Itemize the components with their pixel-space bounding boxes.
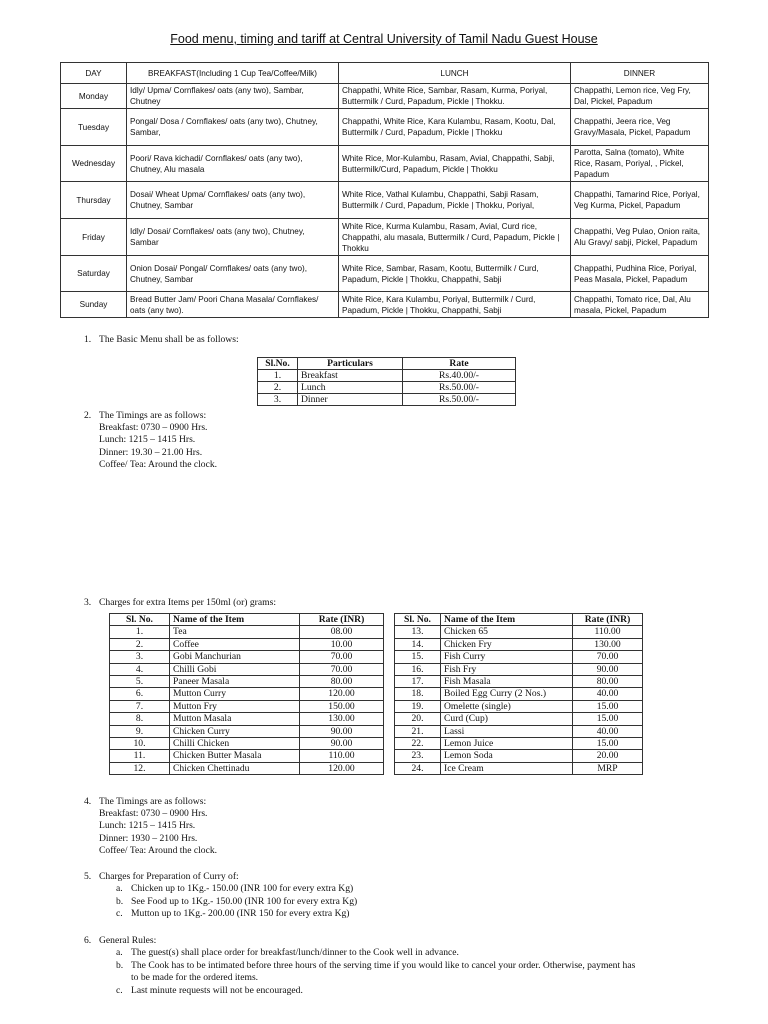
rate-cell: 15.00 (573, 700, 643, 712)
item-name-cell: Tea (170, 626, 300, 638)
breakfast-cell: Pongal/ Dosa / Cornflakes/ oats (any two), Chutney, Sambar, (127, 109, 339, 146)
list-item-label: c. (116, 908, 123, 919)
timing-lunch: Lunch: 1215 – 1415 Hrs. (99, 820, 196, 832)
rate-cell: 130.00 (300, 713, 384, 725)
list-item-label: a. (116, 883, 123, 894)
rate-cell: 70.00 (300, 663, 384, 675)
item-name-cell: Chicken Butter Masala (170, 750, 300, 762)
table-row (395, 638, 643, 650)
sl-no-cell: 3. (110, 651, 170, 663)
sl-no-cell: 5. (110, 676, 170, 688)
extra-items-table-left (109, 613, 384, 775)
menu-header-row (61, 63, 709, 84)
sl-no-cell: 17. (395, 676, 441, 688)
header-particulars: Particulars (298, 358, 403, 370)
menu-row-sunday (61, 292, 709, 318)
lunch-cell: Chappathi, White Rice, Sambar, Rasam, Kurma, Poriyal, Buttermilk / Curd, Papadum, Pickle | Thokku. (339, 84, 571, 109)
table-row (110, 688, 384, 700)
page-title: Food menu, timing and tariff at Central University of Tamil Nadu Guest House (170, 32, 598, 46)
weekly-menu-table (60, 62, 709, 318)
rate-cell: 120.00 (300, 688, 384, 700)
sl-no-cell: 2. (110, 638, 170, 650)
sl-no-cell: 7. (110, 700, 170, 712)
table-row (258, 394, 516, 406)
table-row (258, 382, 516, 394)
lunch-cell: White Rice, Mor-Kulambu, Rasam, Avial, Chappathi, Sabji, Buttermilk/Curd, Papadum, Pickle | Thokku (339, 146, 571, 182)
rate-cell: 90.00 (300, 738, 384, 750)
sl-no-cell: 16. (395, 663, 441, 675)
table-row (395, 663, 643, 675)
section-heading: The Timings are as follows: (99, 796, 207, 807)
lunch-cell: White Rice, Sambar, Rasam, Kootu, Buttermilk / Curd, Papadum, Pickle | Thokku, Chappathi, Sabji (339, 256, 571, 292)
item-name-cell: Chicken 65 (441, 626, 573, 638)
rate-cell: 08.00 (300, 626, 384, 638)
rate-cell: 20.00 (573, 750, 643, 762)
sl-no-cell: 2. (258, 382, 298, 394)
section-heading: The Timings are as follows: (99, 410, 207, 421)
table-row (110, 750, 384, 762)
rate-cell: Rs.50.00/- (403, 382, 516, 394)
table-row (110, 738, 384, 750)
table-row (395, 750, 643, 762)
header-dinner: DINNER (571, 63, 709, 84)
item-name-cell: Chicken Curry (170, 725, 300, 737)
sl-no-cell: 13. (395, 626, 441, 638)
sl-no-cell: 21. (395, 725, 441, 737)
menu-row-friday (61, 219, 709, 256)
section-heading: Charges for extra Items per 150ml (or) grams: (99, 597, 276, 608)
menu-row-tuesday (61, 109, 709, 146)
sl-no-cell: 4. (110, 663, 170, 675)
particulars-cell: Dinner (298, 394, 403, 406)
list-item-label: c. (116, 985, 123, 996)
lunch-cell: Chappathi, White Rice, Kara Kulambu, Rasam, Kootu, Dal, Buttermilk / Curd, Papadum, Pickle | Thokku (339, 109, 571, 146)
header-lunch: LUNCH (339, 63, 571, 84)
day-cell: Tuesday (61, 109, 127, 146)
item-name-cell: Chilli Gobi (170, 663, 300, 675)
section-number: 4. (84, 796, 92, 807)
item-name-cell: Mutton Fry (170, 700, 300, 712)
menu-row-monday (61, 84, 709, 109)
section-number: 2. (84, 410, 92, 421)
rate-cell: 110.00 (300, 750, 384, 762)
sl-no-cell: 18. (395, 688, 441, 700)
sl-no-cell: 19. (395, 700, 441, 712)
item-name-cell: Boiled Egg Curry (2 Nos.) (441, 688, 573, 700)
header-breakfast: BREAKFAST(Including 1 Cup Tea/Coffee/Milk) (127, 63, 339, 84)
timing-dinner: Dinner: 19.30 – 21.00 Hrs. (99, 446, 203, 458)
header-sl-no: Sl.No. (258, 358, 298, 370)
dinner-cell: Chappathi, Tamarind Rice, Poriyal, Veg Kurma, Pickel, Papadum (571, 182, 709, 219)
breakfast-cell: Idly/ Upma/ Cornflakes/ oats (any two), Sambar, Chutney (127, 84, 339, 109)
rate-cell: 110.00 (573, 626, 643, 638)
rate-cell: 70.00 (573, 651, 643, 663)
timing-coffee-tea: Coffee/ Tea: Around the clock. (99, 459, 218, 471)
rate-cell: 15.00 (573, 738, 643, 750)
day-cell: Monday (61, 84, 127, 109)
list-item: The guest(s) shall place order for breakfast/lunch/dinner to the Cook well in advance. (131, 947, 459, 958)
header-item-name: Name of the Item (441, 614, 573, 626)
menu-row-thursday (61, 182, 709, 219)
sl-no-cell: 14. (395, 638, 441, 650)
sl-no-cell: 9. (110, 725, 170, 737)
section-heading: Charges for Preparation of Curry of: (99, 871, 239, 882)
timing-lunch: Lunch: 1215 – 1415 Hrs. (99, 434, 196, 446)
rate-cell: 15.00 (573, 713, 643, 725)
header-day: DAY (61, 63, 127, 84)
sl-no-cell: 8. (110, 713, 170, 725)
header-rate: Rate (INR) (573, 614, 643, 626)
timing-coffee-tea: Coffee/ Tea: Around the clock. (99, 845, 218, 857)
table-row (110, 713, 384, 725)
list-item-label: b. (116, 960, 124, 971)
item-name-cell: Lemon Soda (441, 750, 573, 762)
table-row (395, 713, 643, 725)
item-name-cell: Coffee (170, 638, 300, 650)
rate-cell: 80.00 (300, 676, 384, 688)
header-item-name: Name of the Item (170, 614, 300, 626)
rate-cell: MRP (573, 762, 643, 774)
item-name-cell: Mutton Masala (170, 713, 300, 725)
item-name-cell: Lassi (441, 725, 573, 737)
sl-no-cell: 23. (395, 750, 441, 762)
table-row (395, 676, 643, 688)
table-row (110, 762, 384, 774)
day-cell: Saturday (61, 256, 127, 292)
breakfast-cell: Dosai/ Wheat Upma/ Cornflakes/ oats (any two), Chutney, Sambar (127, 182, 339, 219)
item-name-cell: Paneer Masala (170, 676, 300, 688)
particulars-cell: Lunch (298, 382, 403, 394)
header-sl-no: Sl. No. (110, 614, 170, 626)
rate-cell: 90.00 (573, 663, 643, 675)
day-cell: Thursday (61, 182, 127, 219)
rate-cell: 40.00 (573, 688, 643, 700)
section-number: 5. (84, 871, 92, 882)
table-row (395, 651, 643, 663)
sl-no-cell: 10. (110, 738, 170, 750)
table-row (110, 700, 384, 712)
rate-cell: 10.00 (300, 638, 384, 650)
section-heading: The Basic Menu shall be as follows: (99, 334, 239, 345)
sl-no-cell: 3. (258, 394, 298, 406)
basic-menu-table (257, 357, 516, 406)
sl-no-cell: 20. (395, 713, 441, 725)
rate-cell: 150.00 (300, 700, 384, 712)
extra-items-header-row (110, 614, 384, 626)
table-row (395, 738, 643, 750)
item-name-cell: Chicken Fry (441, 638, 573, 650)
table-row (395, 700, 643, 712)
dinner-cell: Chappathi, Pudhina Rice, Poriyal, Peas Masala, Pickel, Papadum (571, 256, 709, 292)
breakfast-cell: Idly/ Dosai/ Cornflakes/ oats (any two), Chutney, Sambar (127, 219, 339, 256)
timing-dinner: Dinner: 1930 – 2100 Hrs. (99, 832, 198, 844)
table-row (110, 676, 384, 688)
table-row (110, 663, 384, 675)
list-item: Last minute requests will not be encouraged. (131, 985, 303, 996)
dinner-cell: Chappathi, Tomato rice, Dal, Alu masala, Pickel, Papadum (571, 292, 709, 318)
header-rate: Rate (INR) (300, 614, 384, 626)
breakfast-cell: Bread Butter Jam/ Poori Chana Masala/ Cornflakes/ oats (any two). (127, 292, 339, 318)
lunch-cell: White Rice, Kara Kulambu, Poriyal, Buttermilk / Curd, Papadum, Pickle | Thokku, Chappathi, Sabji (339, 292, 571, 318)
item-name-cell: Curd (Cup) (441, 713, 573, 725)
breakfast-cell: Poori/ Rava kichadi/ Cornflakes/ oats (any two), Chutney, Alu masala (127, 146, 339, 182)
breakfast-cell: Onion Dosai/ Pongal/ Cornflakes/ oats (any two), Chutney, Sambar (127, 256, 339, 292)
table-row (395, 626, 643, 638)
list-item-label: a. (116, 947, 123, 958)
dinner-cell: Chappathi, Jeera rice, Veg Gravy/Masala, Pickel, Papadum (571, 109, 709, 146)
list-item: Mutton up to 1Kg.- 200.00 (INR 150 for every extra Kg) (131, 908, 350, 919)
list-item-continuation: to be made for the ordered items. (131, 972, 259, 983)
rate-cell: 120.00 (300, 762, 384, 774)
sl-no-cell: 24. (395, 762, 441, 774)
sl-no-cell: 1. (110, 626, 170, 638)
timing-breakfast: Breakfast: 0730 – 0900 Hrs. (99, 808, 208, 819)
table-row (395, 725, 643, 737)
section-number: 6. (84, 935, 92, 946)
dinner-cell: Chappathi, Lemon rice, Veg Fry, Dal, Pickel, Papadum (571, 84, 709, 109)
section-number: 1. (84, 334, 92, 345)
list-item: Chicken up to 1Kg.- 150.00 (INR 100 for every extra Kg) (131, 883, 354, 894)
item-name-cell: Omelette (single) (441, 700, 573, 712)
dinner-cell: Parotta, Salna (tomato), White Rice, Rasam, Poriyal, , Pickel, Papadum (571, 146, 709, 182)
timing-breakfast: Breakfast: 0730 – 0900 Hrs. (99, 422, 208, 433)
list-item: The Cook has to be intimated before three hours of the serving time if you would like to cancel your order. Otherwise, payment has (131, 960, 636, 971)
lunch-cell: White Rice, Vathal Kulambu, Chappathi, Sabji Rasam, Buttermilk / Curd, Papadum, Pickle | Thokku, Poriyal, (339, 182, 571, 219)
rate-cell: 90.00 (300, 725, 384, 737)
rate-cell: Rs.50.00/- (403, 394, 516, 406)
sl-no-cell: 1. (258, 370, 298, 382)
sl-no-cell: 11. (110, 750, 170, 762)
item-name-cell: Gobi Manchurian (170, 651, 300, 663)
menu-row-wednesday (61, 146, 709, 182)
item-name-cell: Fish Curry (441, 651, 573, 663)
item-name-cell: Lemon Juice (441, 738, 573, 750)
sl-no-cell: 22. (395, 738, 441, 750)
dinner-cell: Chappathi, Veg Pulao, Onion raita, Alu Gravy/ sabji, Pickel, Papadum (571, 219, 709, 256)
list-item: See Food up to 1Kg.- 150.00 (INR 100 for every extra Kg) (131, 896, 358, 907)
basic-menu-header-row (258, 358, 516, 370)
item-name-cell: Mutton Curry (170, 688, 300, 700)
table-row (395, 688, 643, 700)
rate-cell: Rs.40.00/- (403, 370, 516, 382)
sl-no-cell: 6. (110, 688, 170, 700)
item-name-cell: Chicken Chettinadu (170, 762, 300, 774)
table-row (110, 638, 384, 650)
item-name-cell: Fish Fry (441, 663, 573, 675)
rate-cell: 70.00 (300, 651, 384, 663)
particulars-cell: Breakfast (298, 370, 403, 382)
rate-cell: 40.00 (573, 725, 643, 737)
day-cell: Sunday (61, 292, 127, 318)
table-row (395, 762, 643, 774)
sl-no-cell: 12. (110, 762, 170, 774)
day-cell: Friday (61, 219, 127, 256)
extra-items-header-row (395, 614, 643, 626)
timings-list (99, 808, 217, 858)
sl-no-cell: 15. (395, 651, 441, 663)
menu-row-saturday (61, 256, 709, 292)
day-cell: Wednesday (61, 146, 127, 182)
rate-cell: 80.00 (573, 676, 643, 688)
timings-list (99, 422, 217, 472)
header-rate: Rate (403, 358, 516, 370)
header-sl-no: Sl. No. (395, 614, 441, 626)
list-item-label: b. (116, 896, 124, 907)
extra-items-table-right (394, 613, 643, 775)
section-number: 3. (84, 597, 92, 608)
item-name-cell: Chilli Chicken (170, 738, 300, 750)
table-row (110, 626, 384, 638)
table-row (110, 651, 384, 663)
lunch-cell: White Rice, Kurma Kulambu, Rasam, Avial, Curd rice, Chappathi, alu masala, Buttermilk / Curd, Papadum, Pickle | Thokku (339, 219, 571, 256)
table-row (258, 370, 516, 382)
table-row (110, 725, 384, 737)
item-name-cell: Fish Masala (441, 676, 573, 688)
item-name-cell: Ice Cream (441, 762, 573, 774)
rate-cell: 130.00 (573, 638, 643, 650)
section-heading: General Rules: (99, 935, 157, 946)
